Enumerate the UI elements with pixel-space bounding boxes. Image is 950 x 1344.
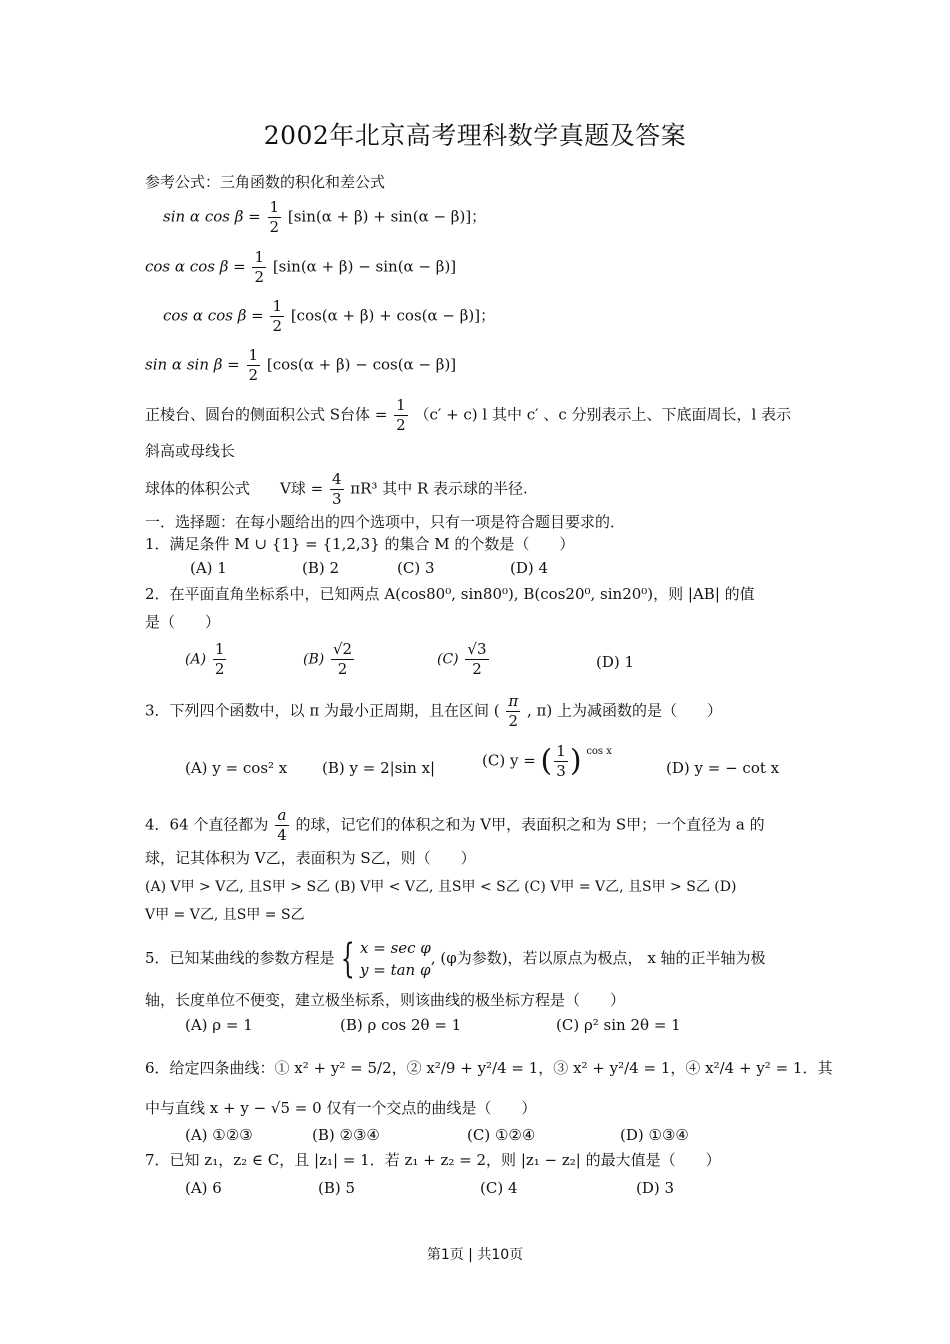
- question-3-fraction: [506, 692, 520, 731]
- question-5-stem-a: 5．已知某曲线的参数方程是: [145, 949, 335, 967]
- formula-4-lhs: sin α sin β =: [145, 355, 240, 374]
- page-footer: 第1页 | 共10页: [426, 1247, 524, 1263]
- question-5-stem-b: , (φ为参数)，若以原点为极点， x 轴的正半轴为极: [430, 949, 766, 967]
- question-4-stem: [145, 806, 765, 845]
- question-2-stem-cont: 是（ ）: [145, 613, 221, 631]
- sphere-formula-lhs: 球体的体积公式 V球 =: [145, 479, 324, 498]
- formula-4-fraction: [247, 346, 261, 385]
- formula-2-lhs: cos α cos β =: [145, 257, 246, 276]
- formula-2-fraction: [252, 248, 266, 287]
- fraction-numerator: √3: [467, 640, 487, 658]
- parametric-system: [360, 937, 431, 981]
- brace-icon: {: [340, 936, 355, 982]
- q7-option-b: (B) 5: [318, 1179, 356, 1197]
- formula-2-rhs: [sin(α + β) − sin(α − β)]: [272, 257, 457, 276]
- frustum-formula-cont: 斜高或母线长: [145, 442, 236, 460]
- fraction-numerator: 1: [272, 297, 283, 315]
- exponent: cos x: [586, 746, 612, 757]
- option-fraction: [554, 742, 568, 781]
- paren-left: (: [540, 743, 553, 779]
- fraction-denominator: 2: [337, 660, 348, 678]
- section-heading: 一．选择题：在每小题给出的四个选项中，只有一项是符合题目要求的．: [145, 513, 626, 531]
- fraction-numerator: 1: [214, 640, 225, 658]
- question-7-stem: 7．已知 z₁，z₂ ∈ C，且 |z₁| = 1．若 z₁ + z₂ = 2，则 |z₁ − z₂| 的最大值是（ ）: [145, 1151, 721, 1169]
- formula-3-rhs: [cos(α + β) + cos(α − β)]；: [290, 306, 496, 325]
- sphere-fraction: [330, 470, 344, 509]
- fraction-denominator: 3: [556, 762, 566, 780]
- option-letter: (B): [303, 651, 325, 668]
- question-4-stem-cont: 球，记其体积为 V乙，表面积为 S乙，则（ ）: [145, 849, 476, 867]
- question-5-stem-cont: 轴，长度单位不便变，建立极坐标系，则该曲线的极坐标方程是（ ）: [145, 991, 626, 1009]
- question-5-stem: [145, 934, 766, 982]
- fraction-numerator: 1: [254, 248, 265, 266]
- q6-option-d: (D) ①③④: [620, 1126, 689, 1144]
- option-fraction: [331, 640, 354, 679]
- q6-option-a: (A) ①②③: [185, 1126, 253, 1144]
- q5-option-a: (A) ρ = 1: [185, 1016, 253, 1034]
- q7-option-d: (D) 3: [636, 1179, 675, 1197]
- q1-option-c: (C) 3: [397, 559, 435, 577]
- option-letter: (C): [437, 651, 459, 668]
- paren-right: ): [569, 743, 582, 779]
- fraction-denominator: 2: [248, 366, 259, 384]
- fraction-denominator: 2: [254, 268, 265, 286]
- formula-3-fraction: [270, 297, 284, 336]
- fraction-numerator: 1: [396, 396, 406, 414]
- formula-1-fraction: [268, 198, 282, 237]
- q4-options-row-2: V甲 = V乙, 且S甲 = S乙: [145, 907, 305, 923]
- formula-3-lhs: cos α cos β =: [163, 306, 264, 325]
- q6-option-b: (B) ②③④: [312, 1126, 380, 1144]
- option-fraction: [213, 640, 227, 679]
- page-title: 2002年北京高考理科数学真题及答案: [263, 121, 687, 150]
- q7-option-a: (A) 6: [185, 1179, 222, 1197]
- q3-option-d: (D) y = − cot x: [666, 759, 780, 777]
- fraction-denominator: 2: [396, 416, 406, 434]
- fraction-denominator: 2: [272, 317, 283, 335]
- question-1-stem: 1．满足条件 M ∪ {1} = {1,2,3} 的集合 M 的个数是（ ）: [145, 535, 575, 553]
- formula-1-rhs: [sin(α + β) + sin(α − β)]；: [287, 207, 487, 226]
- question-4-stem-a: 4．64 个直径都为: [145, 815, 269, 834]
- frustum-fraction: [394, 396, 408, 435]
- q2-option-b: [303, 640, 356, 679]
- fraction-numerator: a: [275, 806, 289, 826]
- fraction-numerator: π: [508, 692, 519, 710]
- fraction-numerator: √2: [333, 640, 353, 658]
- equation-2: y = tan φ: [360, 961, 431, 979]
- fraction-numerator: 1: [269, 198, 280, 216]
- q2-option-a: [185, 640, 228, 679]
- frustum-formula: [145, 396, 791, 435]
- formula-4: [145, 346, 456, 385]
- option-letter: (A): [185, 651, 207, 668]
- question-2-stem: 2．在平面直角坐标系中，已知两点 A(cos80⁰, sin80⁰), B(cos20⁰, sin20⁰)，则 |AB| 的值: [145, 585, 755, 603]
- fraction-denominator: 4: [277, 826, 287, 844]
- fraction-denominator: 2: [214, 660, 225, 678]
- q6-option-c: (C) ①②④: [467, 1126, 536, 1144]
- option-fraction: [465, 640, 488, 679]
- question-6-stem-cont: 中与直线 x + y − √5 = 0 仅有一个交点的曲线是（ ）: [145, 1099, 537, 1117]
- q4-options-row-1: (A) V甲 > V乙, 且S甲 > S乙 (B) V甲 < V乙, 且S甲 < S乙 (C) V甲 = V乙, 且S甲 > S乙 (D): [145, 879, 737, 895]
- fraction-numerator: 1: [248, 346, 259, 364]
- sphere-formula-rhs: πR³ 其中 R 表示球的半径.: [350, 479, 528, 498]
- fraction-denominator: 2: [269, 218, 280, 236]
- q1-option-b: (B) 2: [302, 559, 340, 577]
- q5-option-b: (B) ρ cos 2θ = 1: [340, 1016, 462, 1034]
- option-c-lhs: (C) y =: [482, 751, 536, 770]
- q3-option-a: (A) y = cos² x: [185, 759, 288, 777]
- formula-2: [145, 248, 456, 287]
- equation-1: x = sec φ: [360, 939, 431, 957]
- question-6-stem: 6．给定四条曲线：① x² + y² = 5/2，② x²/9 + y²/4 = 1，③ x² + y²/4 = 1，④ x²/4 + y² = 1．其: [145, 1059, 833, 1077]
- q2-option-c: [437, 640, 491, 679]
- q2-option-d: (D) 1: [596, 653, 635, 671]
- q1-option-d: (D) 4: [510, 559, 549, 577]
- question-3-stem: [145, 692, 722, 731]
- formula-heading: 参考公式：三角函数的积化和差公式: [145, 173, 386, 191]
- formula-1-lhs: sin α cos β =: [163, 207, 261, 226]
- question-4-fraction: [275, 806, 289, 845]
- question-4-stem-b: 的球，记它们的体积之和为 V甲，表面积之和为 S甲；一个直径为 a 的: [295, 815, 765, 834]
- fraction-denominator: 2: [508, 712, 519, 730]
- formula-3: [163, 297, 495, 336]
- fraction-denominator: 2: [472, 660, 482, 678]
- fraction-numerator: 4: [331, 470, 342, 488]
- q1-option-a: (A) 1: [190, 559, 227, 577]
- formula-4-rhs: [cos(α + β) − cos(α − β)]: [266, 355, 457, 374]
- q5-option-c: (C) ρ² sin 2θ = 1: [556, 1016, 681, 1034]
- formula-1: [163, 198, 486, 237]
- q3-option-c: [482, 742, 612, 781]
- q3-option-b: (B) y = 2|sin x|: [322, 759, 436, 777]
- frustum-formula-rhs: （c′ + c) l 其中 c′ 、c 分别表示上、下底面周长，l 表示: [414, 405, 792, 424]
- frustum-formula-lhs: 正棱台、圆台的侧面积公式 S台体 =: [145, 405, 388, 424]
- sphere-formula: [145, 470, 528, 509]
- fraction-numerator: 1: [556, 742, 566, 760]
- q7-option-c: (C) 4: [480, 1179, 518, 1197]
- fraction-denominator: 3: [331, 490, 342, 508]
- question-3-stem-b: , π) 上为减函数的是（ ）: [526, 701, 723, 720]
- question-3-stem-a: 3．下列四个函数中，以 π 为最小正周期，且在区间 (: [145, 701, 500, 720]
